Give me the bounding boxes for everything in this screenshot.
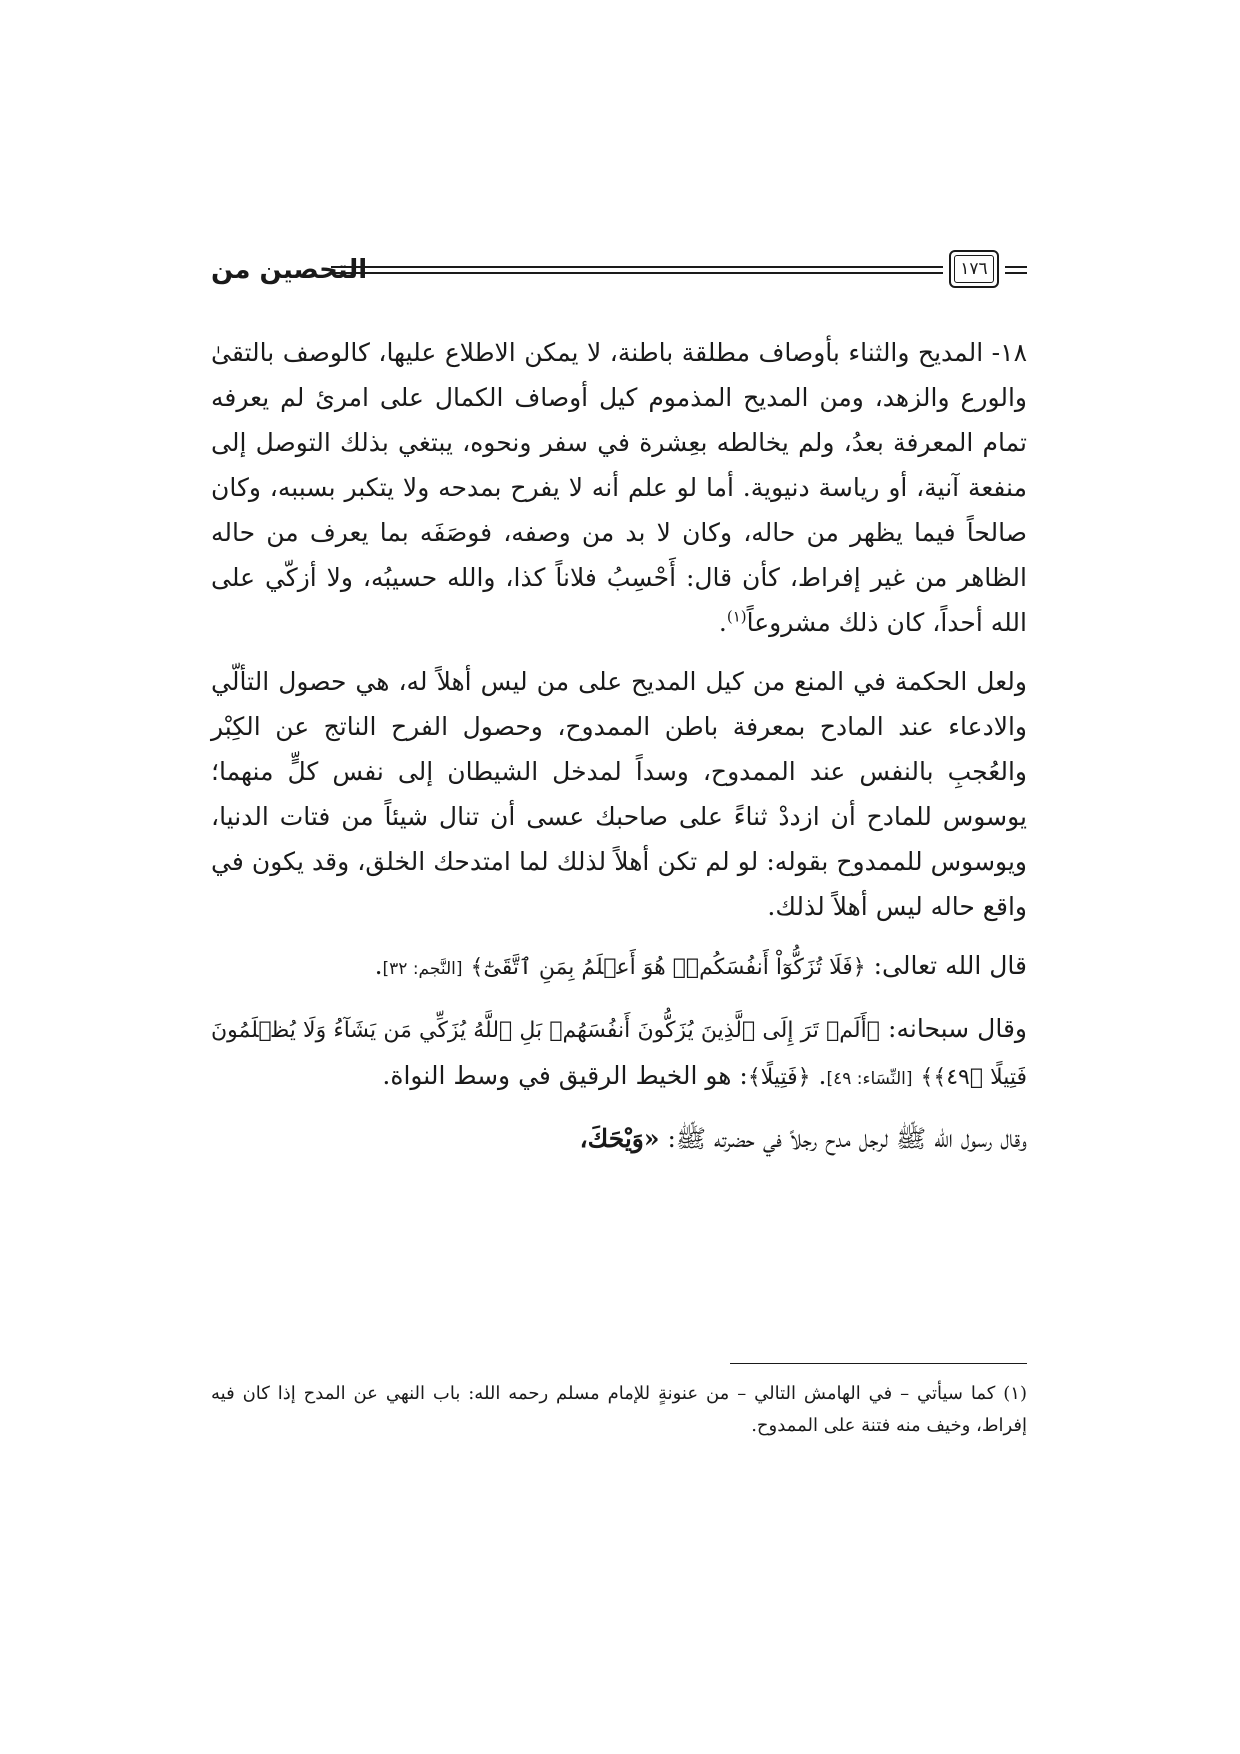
paragraph-hadith <box>211 1116 1027 1161</box>
paragraph-text: ولعل الحكمة في المنع من كيل المديح على من ليس أهلاً له، هي حصول التألّي والادعاء عند المادح بمعرفة باطن الممدوح، وحصول الفرح الناتج عن الكِبْر والعُجبِ بالنفس عند الممدوح، وسداً لمدخل الشيطان إلى نفس كلٍّ منهما؛ يوسوس للمادح أن ازددْ ثناءً على صاحبك عسى أن تنال شيئاً من فتات الدنيا، ويوسوس للممدوح بقوله: لو لم تكن أهلاً لذلك لما امتدحك الخلق، وقد يكون في واقع حاله ليس أهلاً لذلك. <box>211 667 1027 921</box>
footnote-item <box>211 1378 1027 1442</box>
verse-intro: وقال سبحانه: <box>888 1014 1027 1043</box>
verse-najm <box>211 943 1027 992</box>
verse-reference: [النَّجم: ٣٢] <box>382 959 463 979</box>
word-explanation: : هو الخيط الرقيق في وسط النواة. <box>382 1061 748 1090</box>
paragraph-wisdom <box>211 659 1027 929</box>
quran-word: ﴿فَتِيلًا﴾ <box>747 1065 811 1090</box>
verse-separator: . <box>818 1061 827 1090</box>
page-number-frame <box>949 250 999 288</box>
running-title: التحصين من <box>211 255 368 285</box>
verse-reference: [النِّسَاء: ٤٩] <box>826 1069 913 1089</box>
quran-verse: ﴿أَلَمۡ تَرَ إِلَى ٱلَّذِينَ يُزَكُّونَ أَنفُسَهُمۚ بَلِ ٱللَّهُ يُزَكِّي مَن يَشَآءُ وَلَا يُظۡلَمُونَ فَتِيلًا ﴿٤٩﴾﴾ <box>211 1018 1027 1090</box>
footnote-divider <box>730 1363 1027 1364</box>
footnote-text: كما سيأتي – في الهامش التالي – من عنونةٍ للإمام مسلم رحمه الله: باب النهي عن المدح إذا كان فيه إفراط، وخيف منه فتنة على الممدوح. <box>211 1383 1027 1436</box>
footnotes <box>211 1378 1027 1442</box>
footnote-marker: (١) <box>726 607 747 626</box>
hadith-intro: وقال رسول الله ﷺ لرجل مدح رجلاً في حضرته ﷺ: <box>667 1124 1027 1153</box>
page-number: ١٧٦ <box>960 259 988 279</box>
paragraph-text: ١٨- المديح والثناء بأوصاف مطلقة باطنة، لا يمكن الاطلاع عليها، كالوصف بالتقىٰ والورع والزهد، ومن المديح المذموم كيل أوصاف الكمال على امرئ لم يعرفه تمام المعرفة بعدُ، ولم يخالطه بعِشرة في سفر ونحوه، يبتغي بذلك التوصل إلى منفعة آنية، أو رياسة دنيوية. أما لو علم أنه لا يفرح بمدحه ولا يتكبر بسببه، وكان صالحاً فيما يظهر من حاله، وكان لا بد من وصفه، فوصَفَه بما يعرف من حاله الظاهر من غير إفراط، كأن قال: أَحْسِبُ فلاناً كذا، والله حسيبُه، ولا أزكّي على الله أحداً، كان ذلك مشروعاً <box>211 338 1027 637</box>
quran-verse: ﴿فَلَا تُزَكُّوٓاْ أَنفُسَكُمۡۖ هُوَ أَعۡلَمُ بِمَنِ ٱتَّقَىٰٓ﴾ <box>470 955 866 980</box>
hadith-quote: «وَيْحَكَ، <box>579 1124 660 1153</box>
page-header <box>211 248 1027 298</box>
verse-nisa <box>211 1006 1027 1102</box>
header-rule-right <box>1005 266 1027 274</box>
paragraph-18 <box>211 330 1027 645</box>
footnote-number: (١) <box>1003 1383 1027 1404</box>
header-rule-left <box>331 266 943 274</box>
main-text <box>211 330 1027 1175</box>
paragraph-end: . <box>718 608 727 637</box>
verse-intro: قال الله تعالى: <box>873 951 1027 980</box>
verse-end: . <box>374 951 383 980</box>
